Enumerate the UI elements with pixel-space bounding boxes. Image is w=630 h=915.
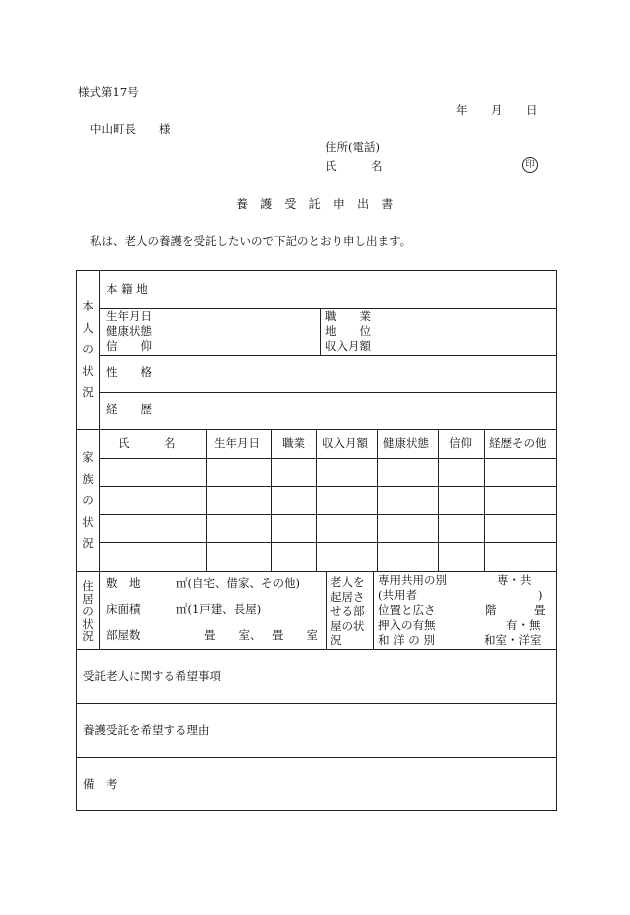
position-field-label: 地 位 [325, 324, 371, 338]
self-status-side-label: 本 人 の 状 況 [82, 299, 94, 399]
room-count-label: 部屋数 [106, 628, 141, 642]
family-header-belief: 信仰 [449, 436, 472, 450]
site-value: ㎡(自宅、借家、その他) [176, 576, 300, 590]
reason-label: 養護受託を希望する理由 [83, 723, 210, 737]
career-field-label: 経 歴 [106, 402, 152, 416]
housing-status-side-label: 住 居 の 状 況 [82, 579, 94, 643]
floor-area-value: ㎡(1戸建、長屋) [176, 602, 262, 616]
sharer-label: (共用者 [378, 588, 417, 602]
family-header-career: 経歴その他 [489, 436, 547, 450]
addressee: 中山町長 様 [90, 122, 171, 136]
room-count-value-1: 畳 室、 [204, 628, 262, 642]
family-header-health: 健康状態 [383, 436, 429, 450]
exclusive-shared-label: 専用共用の別 [378, 573, 447, 587]
income-field-label: 収入月額 [325, 339, 371, 353]
location-tatami-unit: 畳 [534, 603, 546, 617]
family-header-income: 収入月額 [322, 436, 368, 450]
honseki-field-label: 本 籍 地 [106, 282, 148, 296]
floor-area-label: 床面積 [106, 602, 141, 616]
family-header-birthdate: 生年月日 [214, 436, 260, 450]
elder-room-label: 老人を 起居さ せる部 屋の状 況 [330, 575, 365, 647]
date-year-label: 年 [456, 103, 468, 117]
family-header-job: 職業 [282, 436, 305, 450]
belief-field-label: 信 仰 [106, 339, 152, 353]
health-field-label: 健康状態 [106, 324, 152, 338]
name-label: 氏 名 [325, 159, 383, 173]
sharer-close: ) [538, 588, 543, 602]
address-label: 住所(電話) [325, 140, 380, 154]
room-style-label: 和 洋 の 別 [378, 633, 435, 647]
closet-value: 有・無 [506, 618, 541, 632]
location-size-label: 位置と広さ [378, 603, 436, 617]
date-day-label: 日 [526, 103, 538, 117]
birthdate-field-label: 生年月日 [106, 309, 152, 323]
document-title: 養 護 受 託 申 出 書 [236, 197, 398, 211]
remarks-label: 備 考 [83, 777, 118, 791]
exclusive-shared-value: 専・共 [497, 573, 532, 587]
wishes-label: 受託老人に関する希望事項 [83, 669, 221, 683]
job-field-label: 職 業 [325, 309, 371, 323]
personality-field-label: 性 格 [106, 365, 152, 379]
location-floor-unit: 階 [485, 603, 497, 617]
room-count-value-2: 畳 室 [272, 628, 318, 642]
family-header-name: 氏 名 [118, 436, 176, 450]
room-style-value: 和室・洋室 [484, 633, 542, 647]
family-status-side-label: 家 族 の 状 況 [82, 450, 94, 550]
seal-mark: 印 [522, 157, 538, 173]
intro-text: 私は、老人の養護を受託したいので下記のとおり申し出ます。 [90, 234, 412, 248]
form-number: 様式第17号 [78, 85, 139, 99]
closet-label: 押入の有無 [378, 618, 436, 632]
site-label: 敷 地 [106, 576, 141, 590]
date-month-label: 月 [491, 103, 503, 117]
